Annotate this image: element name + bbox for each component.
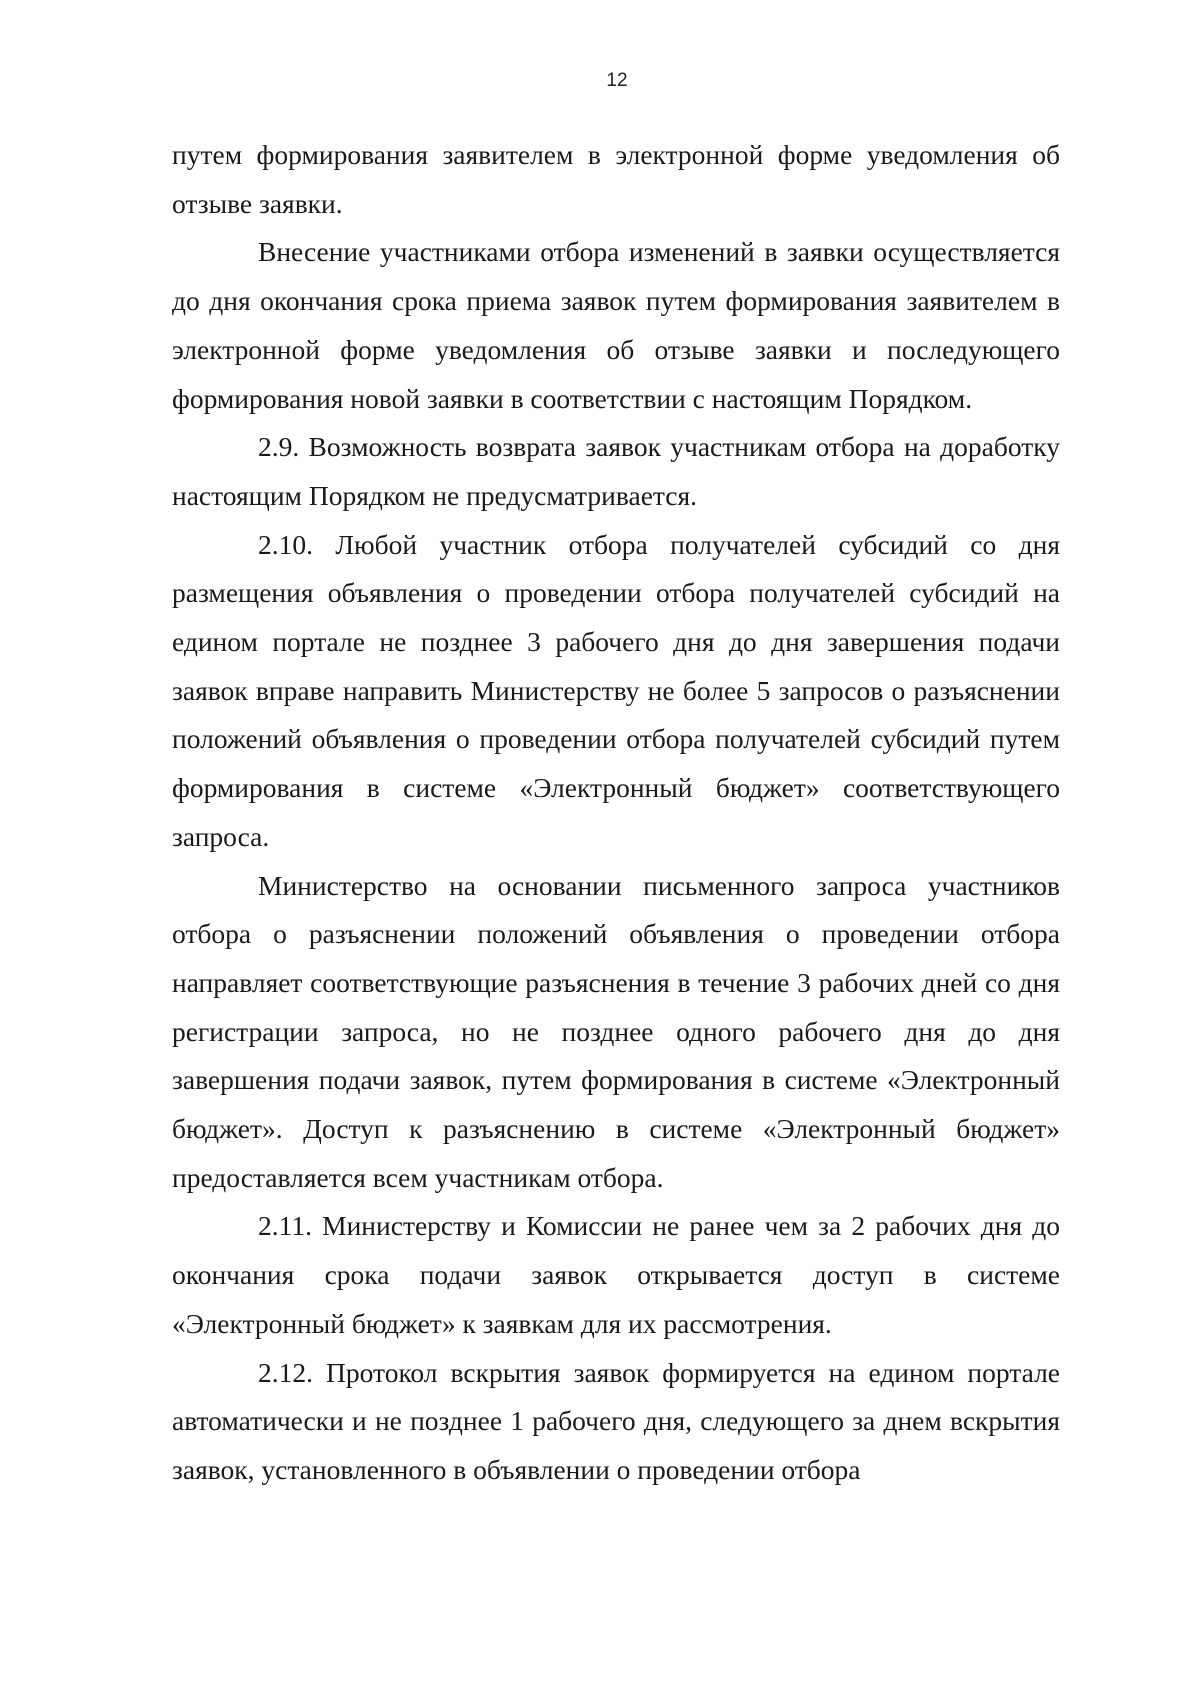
paragraph-clause-2-11: 2.11. Министерству и Комиссии не ранее чем за 2 рабочих дня до окончания срока подачи заявок открывается доступ в системе «Электронный бюджет» к заявкам для их рассмотрения. xyxy=(172,1210,1060,1339)
paragraph-clause-2-9: 2.9. Возможность возврата заявок участникам отбора на доработку настоящим Порядком не предусматривается. xyxy=(172,431,1060,511)
document-body xyxy=(172,131,1060,1495)
paragraph-application-changes: Внесение участниками отбора изменений в заявки осуществляется до дня окончания срока приема заявок путем формирования заявителем в электронной форме уведомления об отзыве заявки и последующего формирования новой заявки в соответствии с настоящим Порядком. xyxy=(172,236,1060,414)
page-number: 12 xyxy=(606,70,628,91)
paragraph-clause-2-12: 2.12. Протокол вскрытия заявок формируется на едином портале автоматически и не позднее 1 рабочего дня, следующего за днем вскрытия заявок, установленного в объявлении о проведении отбора xyxy=(172,1356,1060,1485)
paragraph-ministry-clarifications: Министерство на основании письменного запроса участников отбора о разъяснении положений объявления о проведении отбора направляет соответствующие разъяснения в течение 3 рабочих дней со дня регистрации запроса, но не позднее одного рабочего дня до дня завершения подачи заявок, путем формирования в системе «Электронный бюджет». Доступ к разъяснению в системе «Электронный бюджет» предоставляется всем участникам отбора. xyxy=(172,869,1060,1193)
paragraph-revocation-method: путем формирования заявителем в электронной форме уведомления об отзыве заявки. xyxy=(172,139,1060,219)
paragraph-clause-2-10: 2.10. Любой участник отбора получателей субсидий со дня размещения объявления о проведении отбора получателей субсидий на едином портале не позднее 3 рабочего дня до дня завершения подачи заявок вправе направить Министерству не более 5 запросов о разъяснении положений объявления о проведении отбора получателей субсидий путем формирования в системе «Электронный бюджет» соответствующего запроса. xyxy=(172,528,1060,852)
